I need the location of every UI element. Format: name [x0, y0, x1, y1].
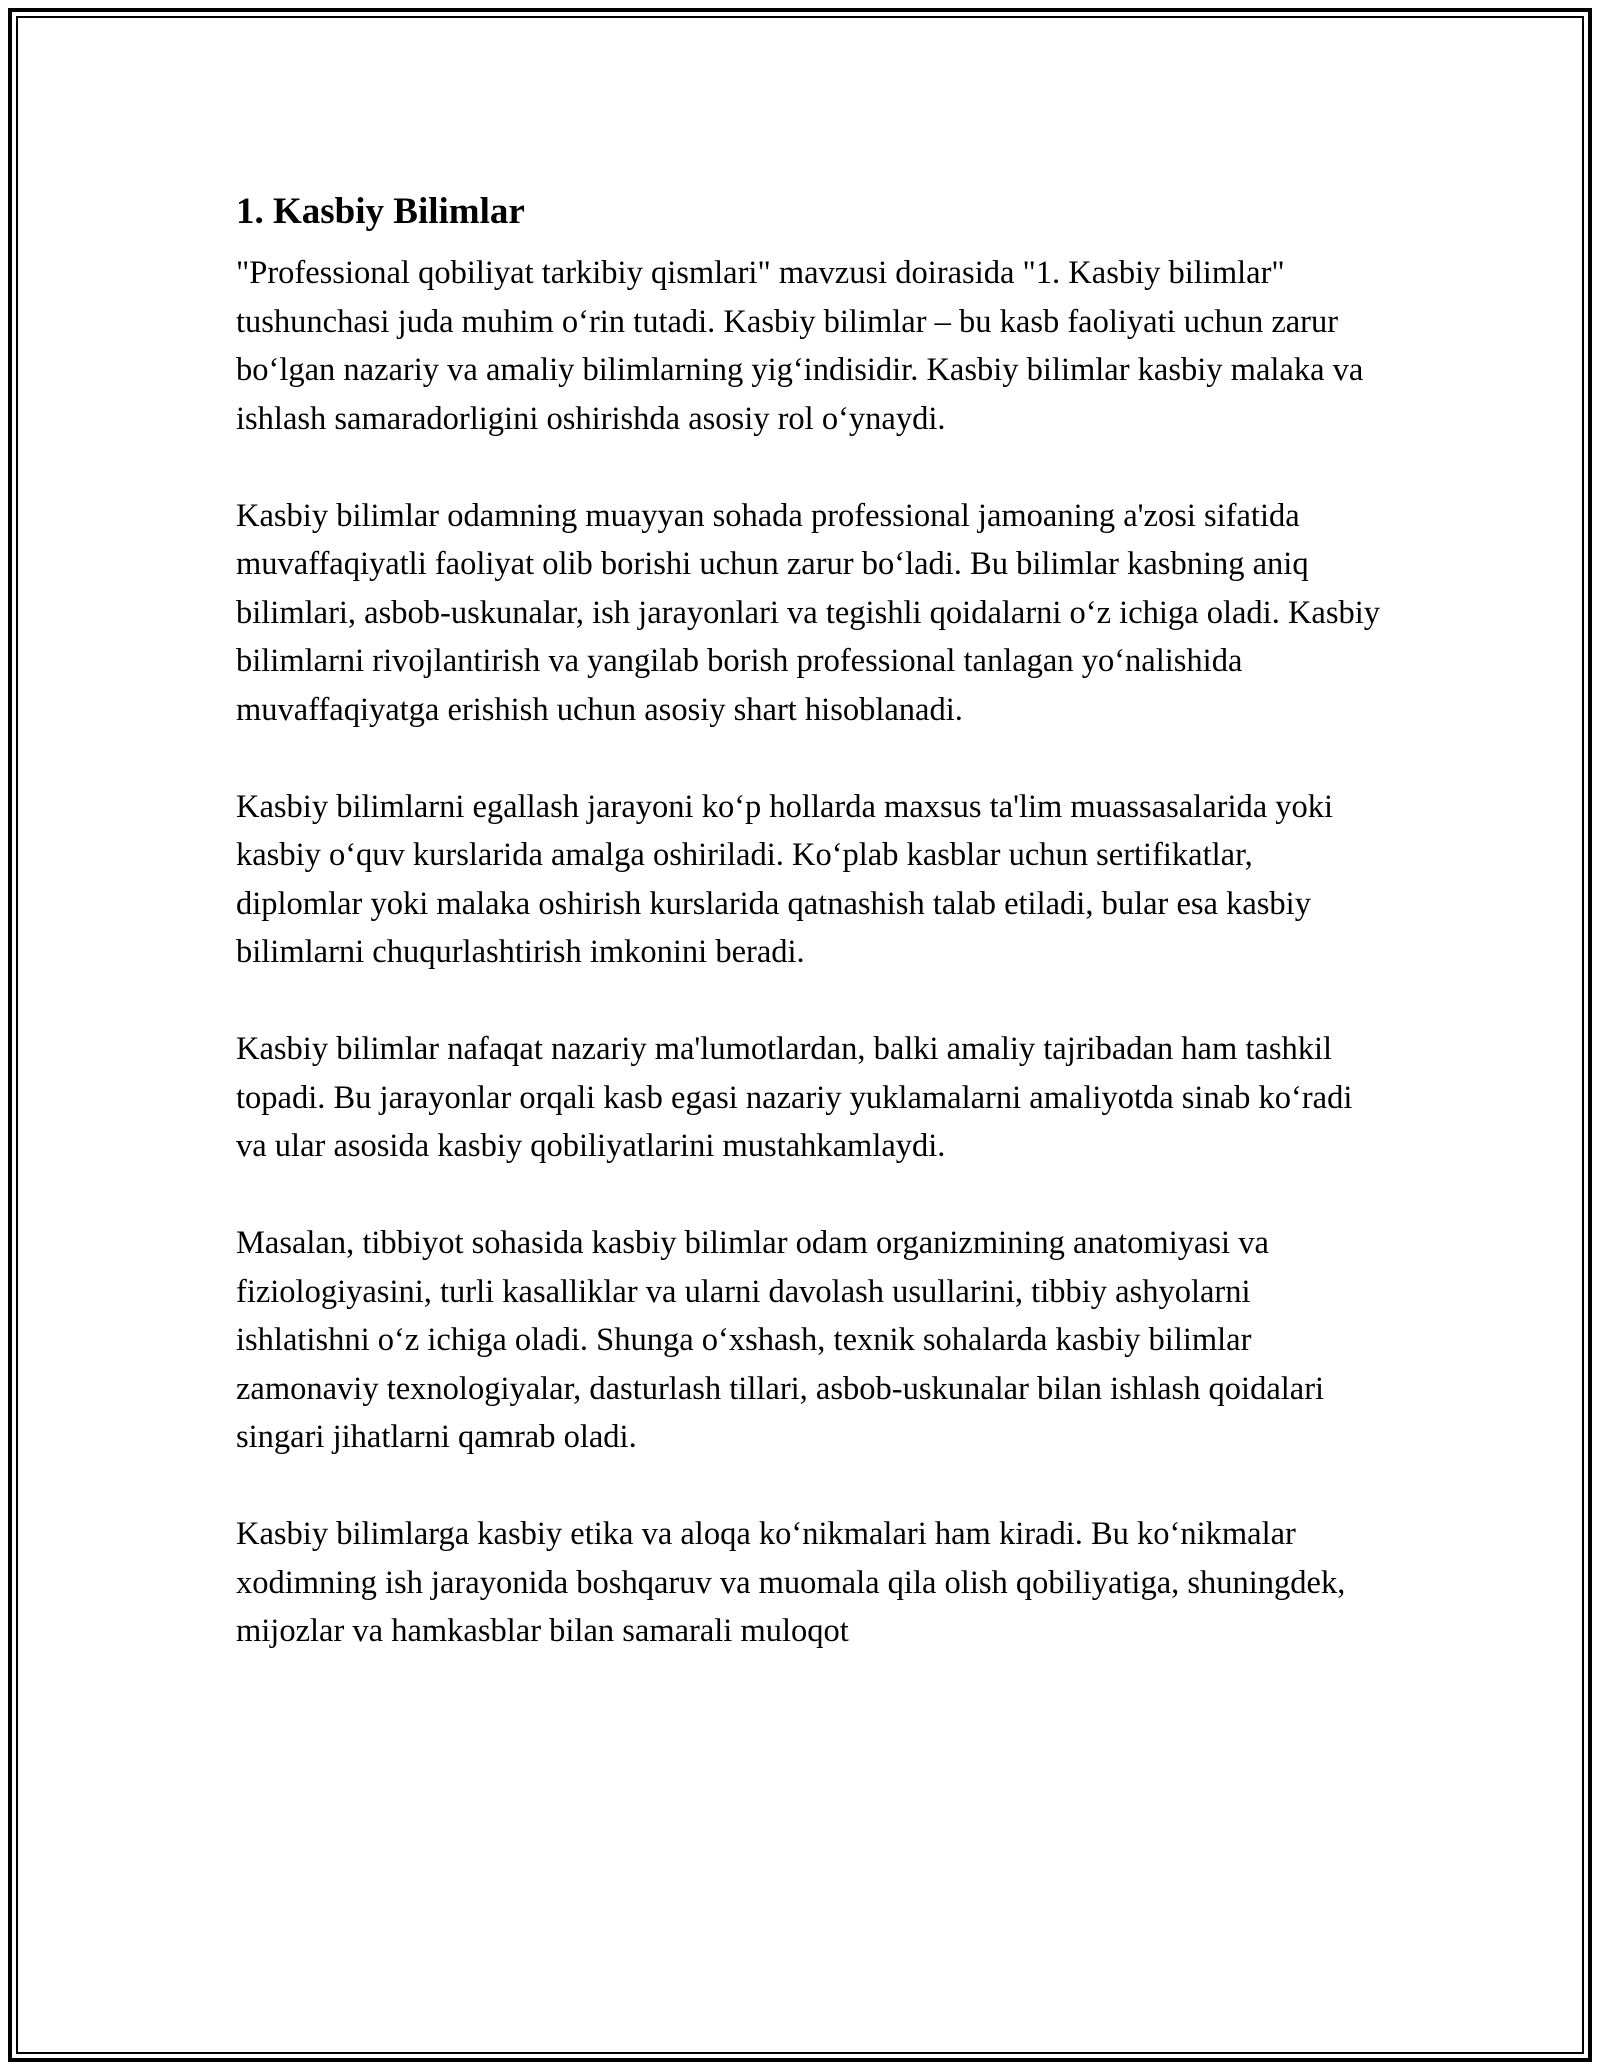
- paragraph-3: Kasbiy bilimlarni egallash jarayoni koʻp hollarda maxsus ta'lim muassasalarida yoki kasbiy oʻquv kurslarida amalga oshiriladi. Koʻplab kasblar uchun sertifikatlar, diplomlar yoki malaka oshirish kurslarida qatnashish talab etiladi, bular esa kasbiy bilimlarni chuqurlashtirish imkonini beradi.: [236, 788, 1334, 970]
- paragraph-2: Kasbiy bilimlar odamning muayyan sohada professional jamoaning a'zosi sifatida muvaffaqiyatli faoliyat olib borishi uchun zarur boʻladi. Bu bilimlar kasbning aniq bilimlari, asbob-uskunalar, ish jarayonlari va tegishli qoidalarni oʻz ichiga oladi. Kasbiy bilimlarni rivojlantirish va yangilab borish professional tanlagan yoʻnalishida muvaffaqiyatga erishish uchun asosiy shart hisoblanadi.: [236, 497, 1381, 728]
- paragraph-5: Masalan, tibbiyot sohasida kasbiy bilimlar odam organizmining anatomiyasi va fiziologiyasini, turli kasalliklar va ularni davolash usullarini, tibbiy ashyolarni ishlatishni oʻz ichiga oladi. Shunga oʻxshash, texnik sohalarda kasbiy bilimlar zamonaviy texnologiyalar, dasturlash tillari, asbob-uskunalar bilan ishlash qoidalari singari jihatlarni qamrab oladi.: [236, 1225, 1325, 1455]
- document-body: [236, 185, 1386, 1656]
- paragraph-6: Kasbiy bilimlarga kasbiy etika va aloqa koʻnikmalari ham kiradi. Bu koʻnikmalar xodimning ish jarayonida boshqaruv va muomala qila olish qobiliyatiga, shuningdek, mijozlar va hamkasblar bilan samarali muloqot: [236, 1516, 1346, 1649]
- paragraph-4: Kasbiy bilimlar nafaqat nazariy ma'lumotlardan, balki amaliy tajribadan ham tashkil topadi. Bu jarayonlar orqali kasb egasi nazariy yuklamalarni amaliyotda sinab koʻradi va ular asosida kasbiy qobiliyatlarini mustahkamlaydi.: [236, 1031, 1353, 1164]
- section-heading: 1. Kasbiy Bilimlar: [236, 191, 525, 232]
- paragraph-1: "Professional qobiliyat tarkibiy qismlari" mavzusi doirasida "1. Kasbiy bilimlar" tushunchasi juda muhim oʻrin tutadi. Kasbiy bilimlar – bu kasb faoliyati uchun zarur boʻlgan nazariy va amaliy bilimlarning yigʻindisidir. Kasbiy bilimlar kasbiy malaka va ishlash samaradorligini oshirishda asosiy rol oʻynaydi.: [236, 255, 1364, 437]
